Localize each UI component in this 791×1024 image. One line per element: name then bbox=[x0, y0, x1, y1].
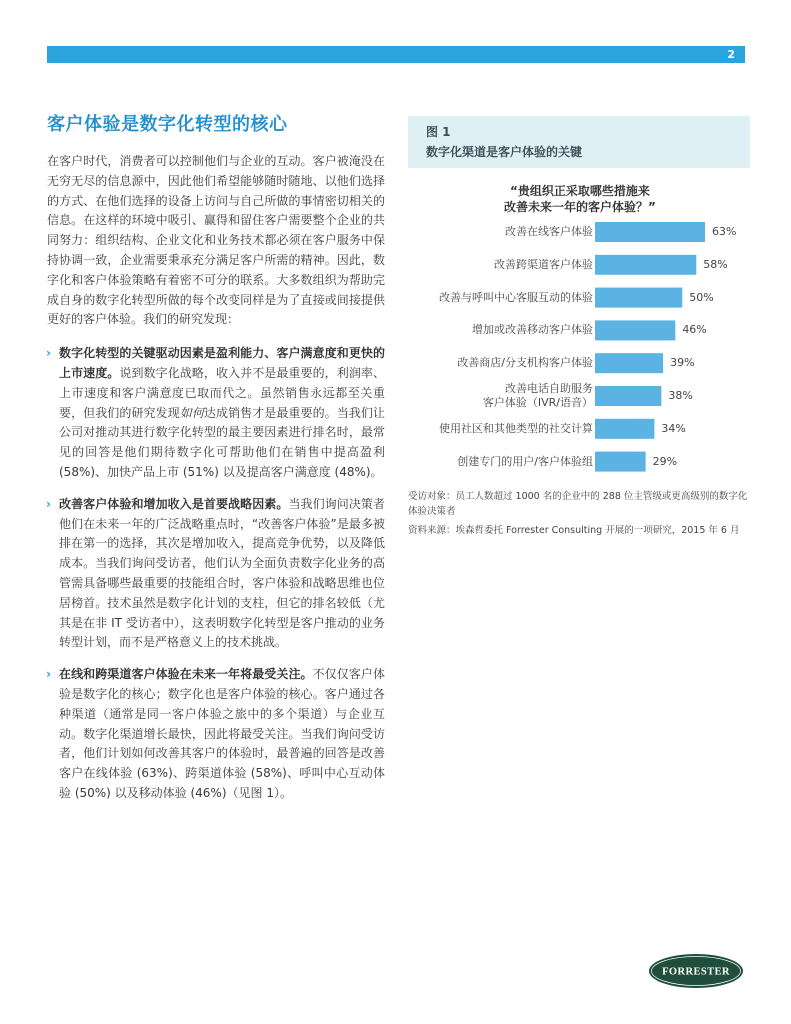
survey-question bbox=[440, 183, 720, 215]
bullet-lead: 改善客户体验和增加收入是首要战略因素。 bbox=[59, 496, 289, 511]
chart-category-label bbox=[439, 291, 593, 305]
survey-question-line: 改善未来一年的客户体验？” bbox=[504, 200, 656, 214]
chart-category-line: 创建专门的用户/客户体验组 bbox=[457, 454, 593, 468]
bullet-text: 当我们询问决策者他们在未来一年的广泛战略重点时，“改善客户体验”是最多被排在第一的选择，其次是增加收入，提高竞争优势，以及降低成本。当我们询问受访者，他们认为全面负责数字化业务的高管需具备哪些最重要的技能组合时，客户体验和战略思维也位居榜首。技术虽然是数字化计划的支柱，但它的排名较低（尤其是在非 IT 受访者中），这表明数字化转型是客户推动的业务转型计划，而不是严格意义上的技术挑战。 bbox=[59, 496, 385, 650]
survey-question-line: “贵组织正采取哪些措施来 bbox=[510, 184, 650, 198]
chart-bar bbox=[595, 353, 663, 373]
chart-category-line: 改善跨渠道客户体验 bbox=[494, 257, 593, 271]
chart-category-label bbox=[494, 258, 593, 272]
bullet-arrow-icon: › bbox=[46, 496, 51, 511]
page-number: 2 bbox=[727, 48, 735, 61]
chart-value-label: 63% bbox=[712, 225, 737, 238]
chart-value-label: 46% bbox=[682, 323, 707, 337]
chart-bar bbox=[595, 452, 646, 472]
bullet-lead: 在线和跨渠道客户体验在未来一年将最受关注。 bbox=[59, 667, 313, 682]
chart-category-line: 改善在线客户体验 bbox=[505, 225, 593, 238]
figure-label: 图 1 bbox=[426, 125, 451, 139]
header-bar bbox=[47, 46, 745, 63]
figure-header bbox=[408, 116, 750, 168]
chart-value-label: 34% bbox=[661, 421, 686, 435]
body-column bbox=[47, 152, 385, 804]
chart-value-label: 50% bbox=[689, 290, 714, 304]
chart-value-label: 38% bbox=[668, 389, 693, 402]
intro-paragraph: 在客户时代，消费者可以控制他们与企业的互动。客户被淹没在无穷无尽的信息源中，因此他们希望能够随时随地、以他们选择的方式、在他们选择的设备上访问与自己所做的事情密切相关的信息。在这样的环境中吸引、赢得和留住客户需要整个企业的共同努力：组织结构、企业文化和业务技术都必须在客户服务中保持协调一致，企业需要秉承充分满足客户所需的精神。因此，数字化和客户体验策略有着密不可分的联系。大多数组织为帮助完成自身的数字化转型所做的每个改变同样是为了直接或间接提供更好的客户体验。我们的研究发现： bbox=[47, 154, 385, 327]
chart-category-line: 增加或改善移动客户体验 bbox=[472, 323, 593, 337]
bullet-emphasis: 如何 bbox=[179, 405, 204, 420]
chart-category-line: 使用社区和其他类型的社交计算 bbox=[439, 421, 593, 435]
chart-category-label bbox=[457, 455, 593, 469]
bullet-text: 达成销售才是最重要的。当我们让公司对推动其进行数字化转型的最主要因素进行排名时，最常见的回答是他们期待数字化可帮助他们在销售中提高盈利 (58%)、加快产品上市 (51%) 以及提高客户满意度 (48%)。 bbox=[59, 405, 385, 479]
chart-bar bbox=[595, 386, 661, 406]
finding-bullet-2 bbox=[47, 495, 385, 653]
figure-title: 数字化渠道是客户体验的关键 bbox=[426, 145, 583, 159]
chart-bar bbox=[595, 222, 705, 242]
chart-category-line: 客户体验（IVR/语音） bbox=[482, 396, 593, 409]
chart-category-label bbox=[472, 323, 593, 337]
chart-value-label: 29% bbox=[652, 454, 678, 468]
bullet-text: 不仅仅客户体验是数字化的核心；数字化也是客户体验的核心。客户通过各种渠道（通常是同一客户体验之旅中的多个渠道）与企业互动。数字化渠道增长最快，因此将最受关注。当我们询问受访者，他们计划如何改善其客户的体验时，最普遍的回答是改善客户在线体验 (63%)、跨渠道体验 (58%)、呼叫中心互动体验 (50%) 以及移动体验 (46%)（见图 1）。 bbox=[59, 667, 385, 800]
chart-bar bbox=[595, 419, 654, 439]
chart-category-label bbox=[505, 225, 593, 239]
chart-category-label bbox=[483, 382, 593, 410]
chart-category-line: 改善商店/分支机构客户体验 bbox=[457, 356, 593, 370]
footnote-source: 资料来源：埃森哲委托 Forrester Consulting 开展的一项研究，2015 年 6 月 bbox=[408, 525, 740, 536]
bar-chart bbox=[410, 218, 750, 480]
chart-category-label bbox=[457, 356, 593, 370]
chart-bar bbox=[595, 288, 682, 308]
forrester-logo-icon bbox=[648, 953, 744, 989]
finding-bullet-3 bbox=[47, 665, 385, 804]
chart-category-line: 改善电话自助服务 bbox=[505, 382, 593, 395]
bullet-lead: 数字化转型的关键驱动因素是盈利能力、客户满意度和更快的上市速度。 bbox=[59, 346, 385, 380]
finding-bullet-1 bbox=[47, 344, 385, 483]
footnote-sample: 受访对象：员工人数超过 1000 名的企业中的 288 位主管级或更高级别的数字化体验决策者 bbox=[408, 491, 748, 517]
chart-category-line: 改善与呼叫中心客服互动的体验 bbox=[439, 290, 593, 304]
section-title: 客户体验是数字化转型的核心 bbox=[47, 114, 288, 135]
chart-bar bbox=[595, 320, 675, 340]
chart-value-label: 39% bbox=[670, 356, 695, 370]
chart-value-label: 58% bbox=[703, 257, 728, 271]
bullet-arrow-icon: › bbox=[46, 667, 51, 682]
chart-category-label bbox=[439, 422, 593, 436]
forrester-logo bbox=[648, 953, 744, 989]
chart-bar bbox=[595, 255, 696, 275]
bullet-text: 说到数字化战略，收入并不是最重要的，利润率、上市速度和客户满意度已取而代之。虽然销售永远都至关重要，但我们的研究发现 bbox=[59, 365, 385, 420]
bullet-arrow-icon: › bbox=[46, 346, 51, 361]
svg-text:FORRESTER: FORRESTER bbox=[662, 966, 730, 978]
